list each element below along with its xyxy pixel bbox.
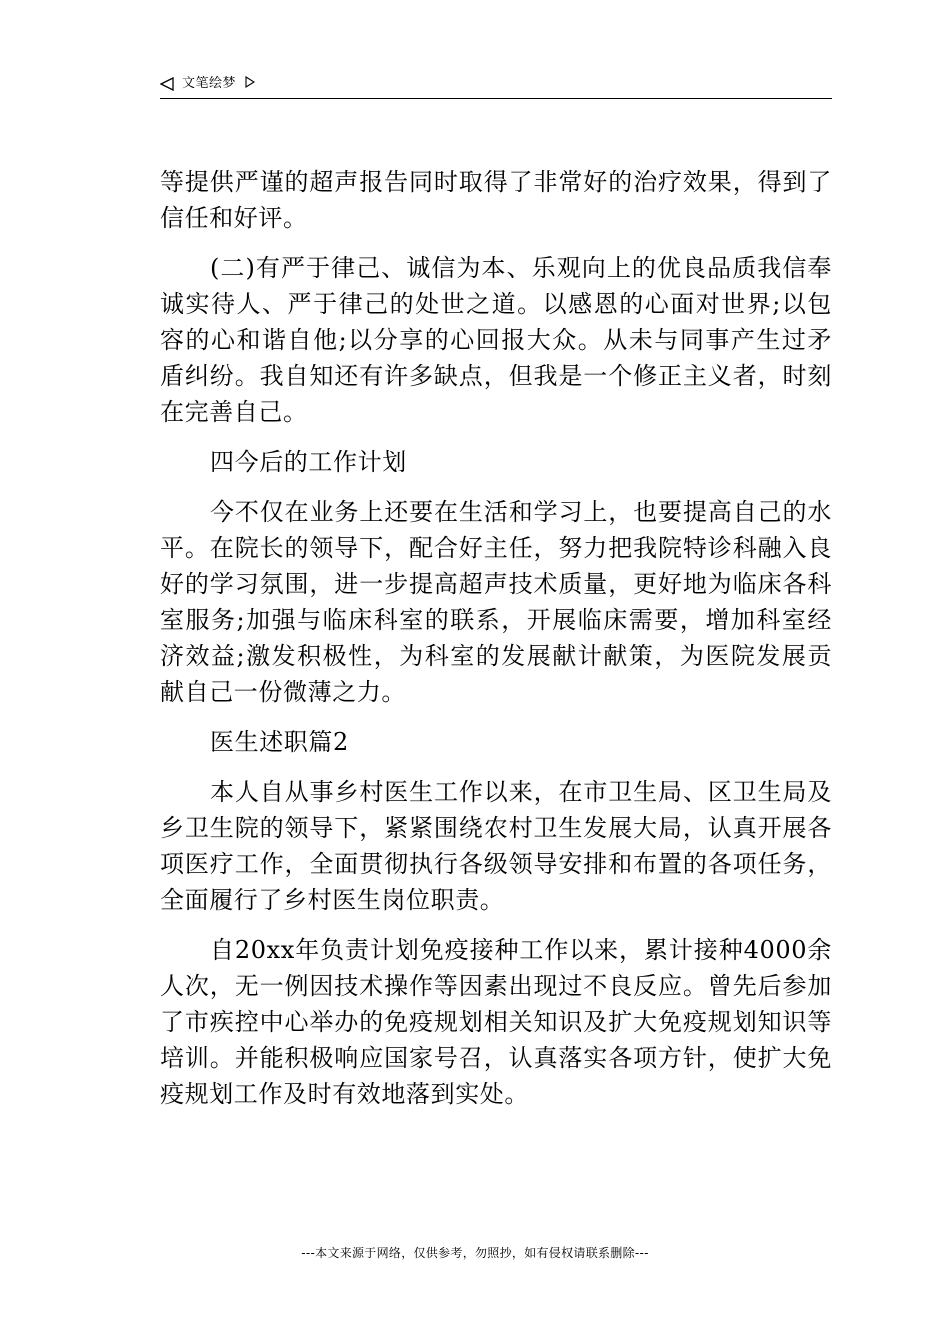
- document-body: [160, 164, 832, 1126]
- triangle-right-icon: [245, 76, 255, 88]
- paragraph-qualities: (二)有严于律己、诚信为本、乐观向上的优良品质我信奉诚实待人、严于律己的处世之道。以感恩的心面对世界;以包容的心和谐自他;以分享的心回报大众。从未与同事产生过矛盾纠纷。我自知还有许多缺点，但我是一个修正主义者，时刻在完善自己。: [160, 254, 832, 426]
- section-heading-work-plan: 四今后的工作计划: [210, 448, 407, 476]
- page-footer-notice: ---本文来源于网络，仅供参考，勿照抄，如有侵权请联系删除---: [301, 1246, 649, 1260]
- paragraph-continuation: 等提供严谨的超声报告同时取得了非常好的治疗效果，得到了信任和好评。: [160, 168, 832, 232]
- section-heading-report-2: 医生述职篇2: [210, 728, 349, 756]
- page-header: [160, 74, 832, 99]
- paragraph-rural-doctor: 本人自从事乡村医生工作以来，在市卫生局、区卫生局及乡卫生院的领导下，紧紧围绕农村卫生发展大局，认真开展各项医疗工作，全面贯彻执行各级领导安排和布置的各项任务，全面履行了乡村医生岗位职责。: [160, 778, 832, 914]
- triangle-left-icon: [160, 77, 174, 91]
- header-brand: 文笔绘梦: [182, 76, 237, 91]
- paragraph-work-plan: 今不仅在业务上还要在生活和学习上，也要提高自己的水平。在院长的领导下，配合好主任，努力把我院特诊科融入良好的学习氛围，进一步提高超声技术质量，更好地为临床各科室服务;加强与临床科室的联系，开展临床需要，增加科室经济效益;激发积极性，为科室的发展献计献策，为医院发展贡献自己一份微薄之力。: [160, 498, 832, 706]
- paragraph-immunization: 自20xx年负责计划免疫接种工作以来，累计接种4000余人次，无一例因技术操作等因素出现过不良反应。曾先后参加了市疾控中心举办的免疫规划相关知识及扩大免疫规划知识等培训。并能积极响应国家号召，认真落实各项方针，使扩大免疫规划工作及时有效地落到实处。: [160, 936, 832, 1108]
